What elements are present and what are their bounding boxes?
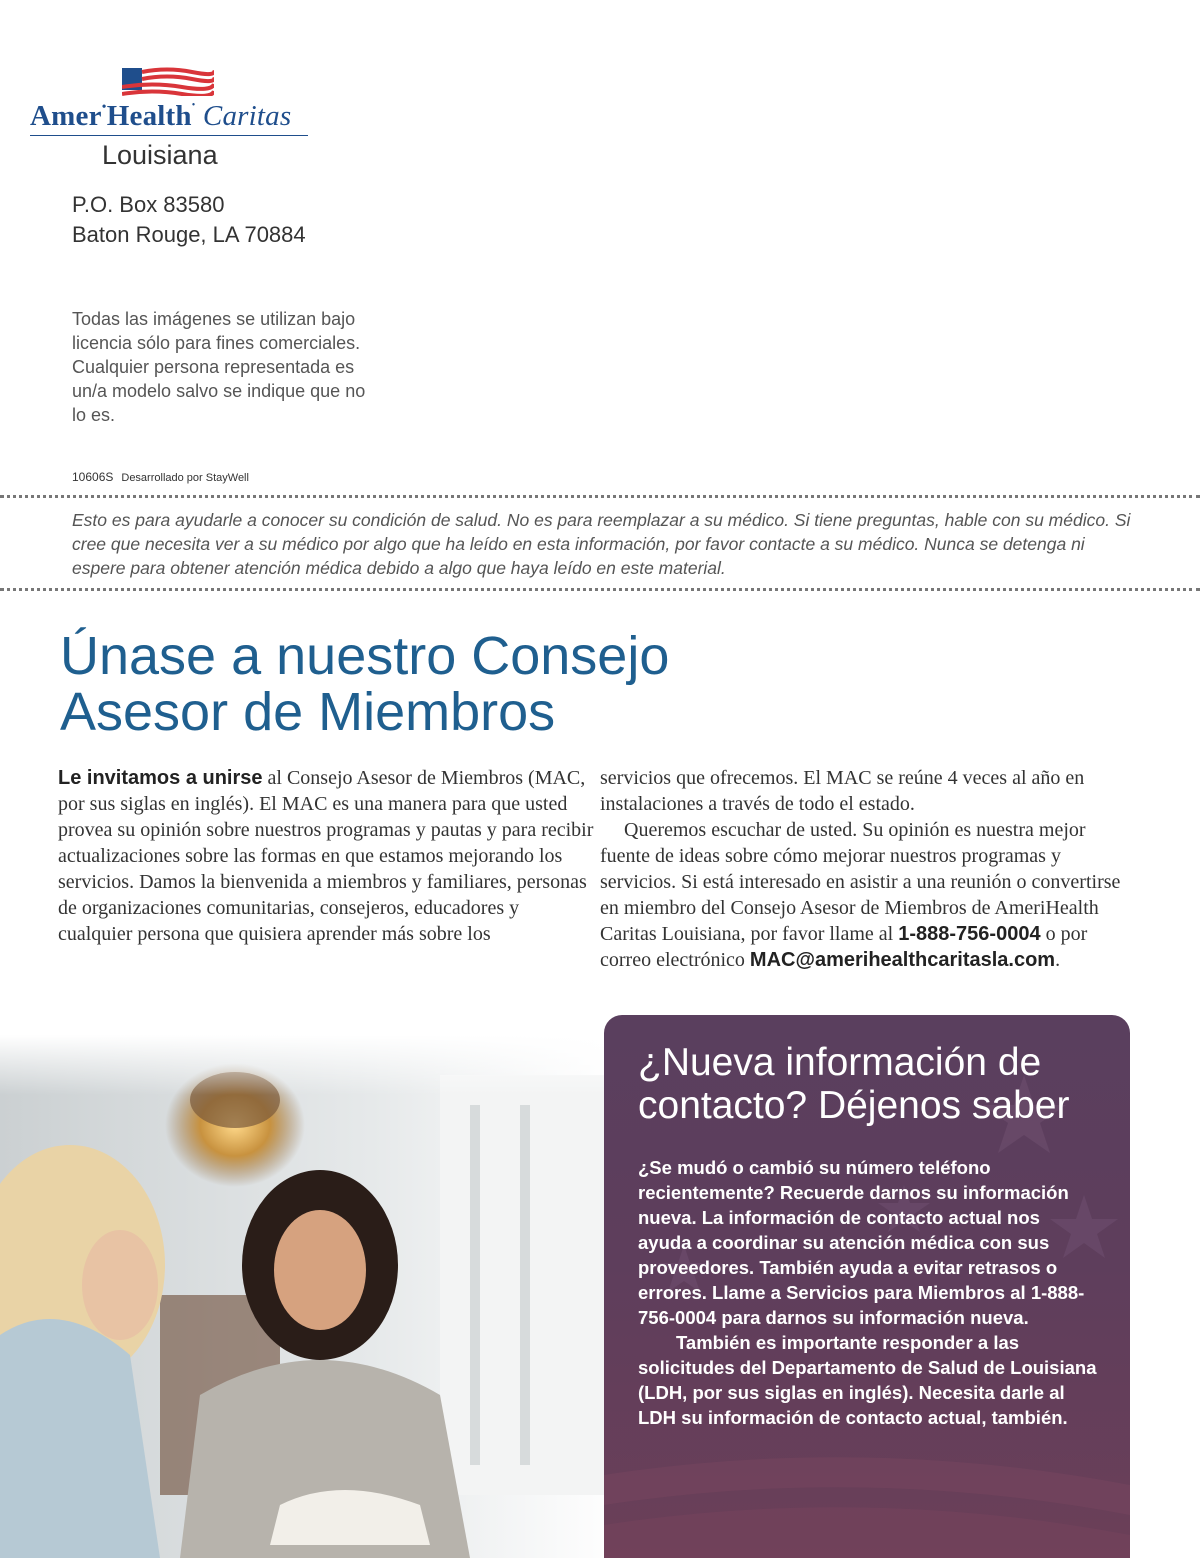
publication-code [72, 470, 249, 484]
logo-wordmark: Amer•Health• Caritas [30, 100, 292, 132]
contact-info-panel [604, 1015, 1130, 1558]
photo-two-women [0, 1035, 620, 1558]
flag-icon [122, 66, 214, 96]
panel-body [638, 1155, 1098, 1430]
article-title: Únase a nuestro Consejo Asesor de Miembros [60, 626, 670, 742]
member-services-phone: 1-888-756-0004 [638, 1282, 1085, 1328]
panel-title: ¿Nueva información de contacto? Déjenos saber [638, 1041, 1070, 1127]
logo-region: Louisiana [102, 140, 218, 170]
lead-in: Le invitamos a unirse [58, 767, 263, 789]
address-line-1: P.O. Box 83580 [72, 192, 225, 217]
article-column-1 [58, 765, 598, 947]
dotted-divider-bottom [0, 588, 1200, 591]
amerihealth-caritas-logo [30, 62, 320, 172]
logo-divider [30, 135, 308, 136]
article-column-2 [600, 765, 1140, 973]
mac-email: MAC@amerihealthcaritasla.com [749, 949, 1056, 971]
panel-paragraph-2: También es importante responder a las solicitudes del Departamento de Salud de Louisiana (LDH, por sus siglas en inglés). Necesita darle al LDH su información de contacto actual, también. [638, 1332, 1097, 1428]
mac-phone: 1-888-756-0004 [898, 923, 1041, 945]
panel-paragraph-1: ¿Se mudó o cambió su número teléfono recientemente? Recuerde darnos su información nueva. La información de contacto actual nos ayuda a coordinar su atención médica con sus proveedores. También ayuda a evitar retrasos o errores. Llame a Servicios para Miembros al 1-888-756-0004 para darnos su información nueva. [638, 1157, 1085, 1328]
address-line-2: Baton Rouge, LA 70884 [72, 222, 306, 247]
health-notice: Esto es para ayudarle a conocer su condición de salud. No es para reemplazar a su médico. Si tiene preguntas, hable con su médico. Si cree que necesita ver a su médico por algo que ha leído en esta información, por favor contacte a su médico. Nunca se detenga ni espere para obtener atención médica debido a algo que haya leído en este material. [72, 510, 1131, 578]
image-disclaimer: Todas las imágenes se utilizan bajo licencia sólo para fines comerciales. Cualquier persona representada es un/a modelo salvo se indique que no lo es. [72, 309, 366, 425]
article-paragraph-1: Le invitamos a unirse al Consejo Asesor de Miembros (MAC, por sus siglas en inglés). El MAC es una manera para que usted provea su opinión sobre nuestros programas y pautas y para recibir actualizaciones sobre las formas en que estamos mejorando los servicios. Damos la bienvenida a miembros y familiares, personas de organizaciones comunitarias, consejeros, educadores y cualquier persona que quisiera aprender más sobre los [58, 767, 594, 945]
article-paragraph-2: Queremos escuchar de usted. Su opinión es nuestra mejor fuente de ideas sobre cómo mejorar nuestros programas y servicios. Si está interesado en asistir a una reunión o convertirse en miembro del Consejo Asesor de Miembros de AmeriHealth Caritas Louisiana, por favor llame al 1-888-756-0004 o por correo electrónico MAC@amerihealthcaritasla.com. [600, 819, 1121, 971]
return-address [72, 190, 306, 250]
article-paragraph-1-continued: servicios que ofrecemos. El MAC se reúne 4 veces al año en instalaciones a través de todo el estado. [600, 767, 1085, 815]
developed-by: Desarrollado por StayWell [121, 472, 249, 484]
code-number: 10606S [72, 470, 114, 484]
dotted-divider-top [0, 495, 1200, 498]
